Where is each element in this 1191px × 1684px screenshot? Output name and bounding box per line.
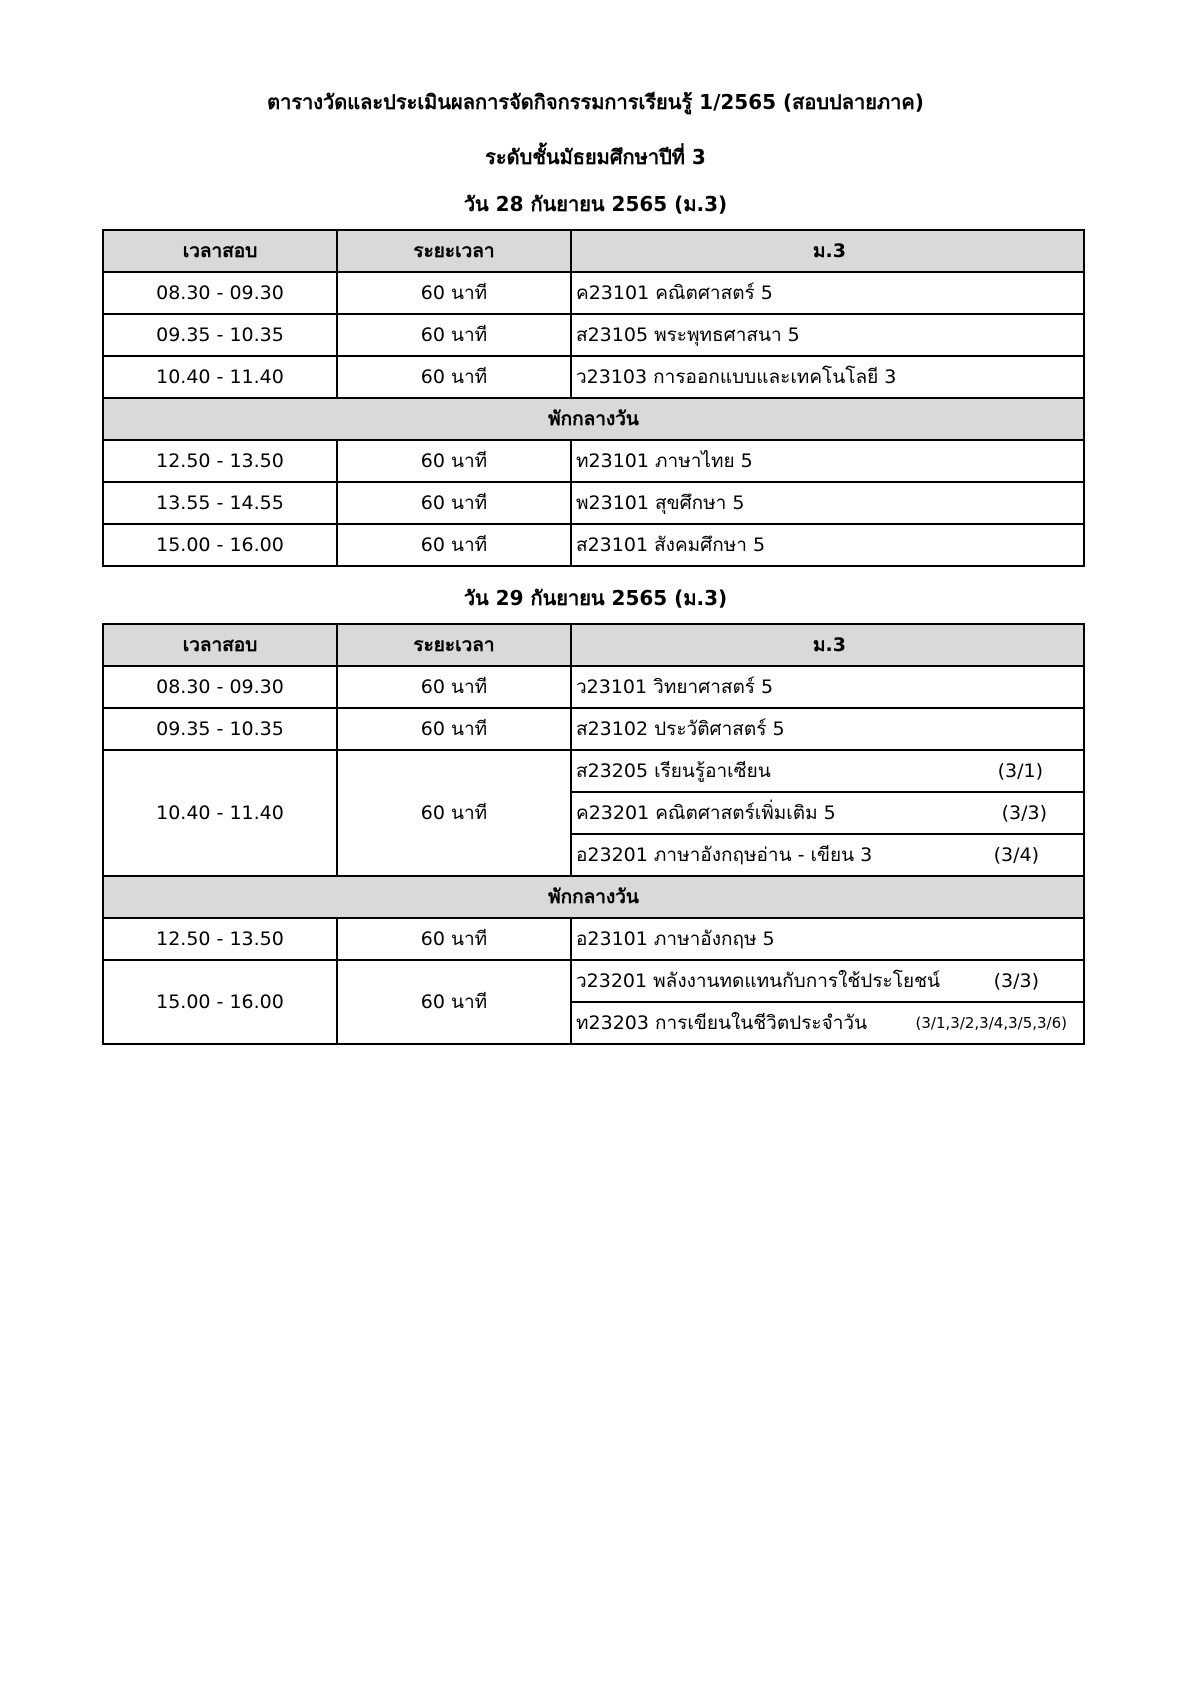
- subject-cell: [571, 834, 1084, 876]
- subject-cell: อ23101 ภาษาอังกฤษ 5: [571, 918, 1084, 960]
- day1-heading: วัน 28 กันยายน 2565 (ม.3): [463, 192, 728, 216]
- table-row: [103, 440, 1084, 482]
- duration-cell: 60 นาที: [337, 666, 571, 708]
- subject-cell: ส23101 สังคมศึกษา 5: [571, 524, 1084, 566]
- time-cell: 09.35 - 10.35: [103, 708, 337, 750]
- duration-cell: 60 นาที: [337, 356, 571, 398]
- subject-cell: ส23102 ประวัติศาสตร์ 5: [571, 708, 1084, 750]
- table-row: [103, 272, 1084, 314]
- duration-cell: 60 นาที: [337, 314, 571, 356]
- col-class-header: ม.3: [571, 230, 1084, 272]
- table-row: [103, 666, 1084, 708]
- table-row: [103, 356, 1084, 398]
- lunch-break-label: พักกลางวัน: [103, 876, 1084, 918]
- table-row: [103, 708, 1084, 750]
- time-cell: 15.00 - 16.00: [103, 960, 337, 1044]
- time-cell: 10.40 - 11.40: [103, 750, 337, 876]
- lunch-break-label: พักกลางวัน: [103, 398, 1084, 440]
- time-cell: 12.50 - 13.50: [103, 440, 337, 482]
- day2-table: [102, 623, 1085, 1045]
- duration-cell: 60 นาที: [337, 708, 571, 750]
- time-cell: 09.35 - 10.35: [103, 314, 337, 356]
- table-row: [103, 314, 1084, 356]
- duration-cell: 60 นาที: [337, 272, 571, 314]
- subject-cell: พ23101 สุขศึกษา 5: [571, 482, 1084, 524]
- time-cell: 12.50 - 13.50: [103, 918, 337, 960]
- col-duration-header: ระยะเวลา: [337, 624, 571, 666]
- duration-cell: 60 นาที: [337, 918, 571, 960]
- class-group: (3/3): [1001, 802, 1047, 824]
- time-cell: 08.30 - 09.30: [103, 272, 337, 314]
- subject-cell: [571, 1002, 1084, 1044]
- table-header-row: [103, 624, 1084, 666]
- class-group: (3/1,3/2,3/4,3/5,3/6): [915, 1014, 1067, 1032]
- document-subtitle: ระดับชั้นมัธยมศึกษาปีที่ 3: [485, 145, 706, 169]
- subject-name: ท23203 การเขียนในชีวิตประจำวัน: [576, 1012, 868, 1034]
- col-time-header: เวลาสอบ: [103, 624, 337, 666]
- subject-cell: [571, 960, 1084, 1002]
- subject-name: ส23205 เรียนรู้อาเซียน: [576, 760, 771, 782]
- table-row: [103, 918, 1084, 960]
- duration-cell: 60 นาที: [337, 524, 571, 566]
- time-cell: 08.30 - 09.30: [103, 666, 337, 708]
- subject-cell: ว23103 การออกแบบและเทคโนโลยี 3: [571, 356, 1084, 398]
- subject-name: ว23201 พลังงานทดแทนกับการใช้ประโยชน์: [576, 970, 940, 992]
- time-cell: 15.00 - 16.00: [103, 524, 337, 566]
- class-group: (3/4): [993, 844, 1039, 866]
- table-header-row: [103, 230, 1084, 272]
- col-class-header: ม.3: [571, 624, 1084, 666]
- time-cell: 10.40 - 11.40: [103, 356, 337, 398]
- table-row: [103, 524, 1084, 566]
- subject-cell: ท23101 ภาษาไทย 5: [571, 440, 1084, 482]
- col-time-header: เวลาสอบ: [103, 230, 337, 272]
- day1-table: [102, 229, 1085, 567]
- time-cell: 13.55 - 14.55: [103, 482, 337, 524]
- duration-cell: 60 นาที: [337, 960, 571, 1044]
- subject-cell: [571, 792, 1084, 834]
- subject-name: ค23201 คณิตศาสตร์เพิ่มเติม 5: [576, 802, 836, 824]
- subject-cell: ส23105 พระพุทธศาสนา 5: [571, 314, 1084, 356]
- table-row: [103, 482, 1084, 524]
- day2-heading: วัน 29 กันยายน 2565 (ม.3): [463, 586, 728, 610]
- class-group: (3/3): [993, 970, 1039, 992]
- document-title: ตารางวัดและประเมินผลการจัดกิจกรรมการเรียนรู้ 1/2565 (สอบปลายภาค): [267, 90, 924, 114]
- table-row: [103, 750, 1084, 792]
- class-group: (3/1): [997, 760, 1043, 782]
- subject-cell: ค23101 คณิตศาสตร์ 5: [571, 272, 1084, 314]
- subject-name: อ23201 ภาษาอังกฤษอ่าน - เขียน 3: [576, 844, 873, 866]
- duration-cell: 60 นาที: [337, 482, 571, 524]
- lunch-break-row: [103, 876, 1084, 918]
- lunch-break-row: [103, 398, 1084, 440]
- duration-cell: 60 นาที: [337, 440, 571, 482]
- col-duration-header: ระยะเวลา: [337, 230, 571, 272]
- subject-cell: [571, 750, 1084, 792]
- duration-cell: 60 นาที: [337, 750, 571, 876]
- table-row: [103, 960, 1084, 1002]
- subject-cell: ว23101 วิทยาศาสตร์ 5: [571, 666, 1084, 708]
